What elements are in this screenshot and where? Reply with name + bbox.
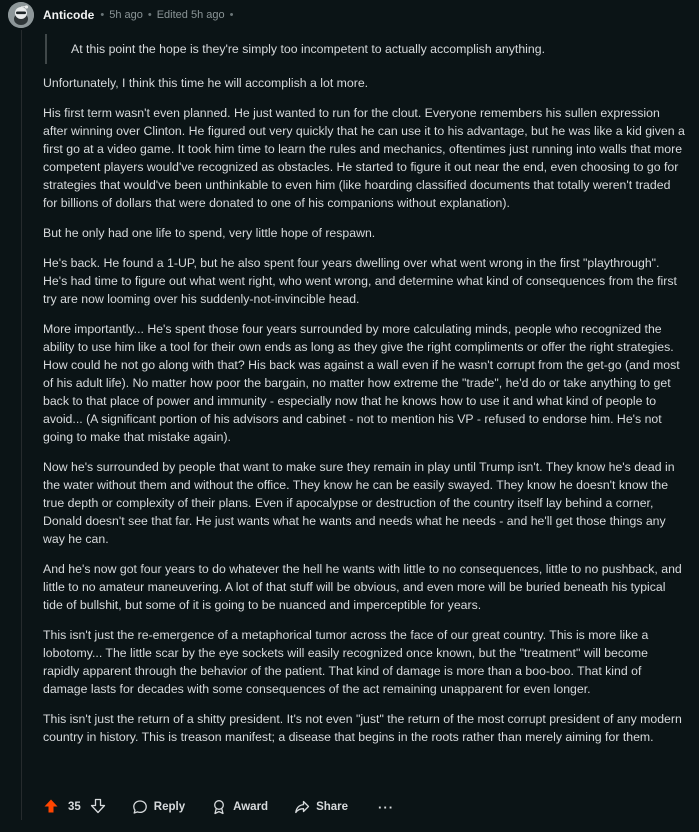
share-arrow-icon — [294, 799, 310, 815]
paragraph: He's back. He found a 1-UP, but he also spent four years dwelling over what went wrong in the first "playthrough". He's had time to figure out what went right, who went wrong, and determine what kind of consequences from the first try are now looming over his suddenly-not-invincible head. — [43, 256, 677, 306]
paragraph: Unfortunately, I think this time he will accomplish a lot more. — [43, 76, 369, 90]
award-button[interactable] — [211, 799, 268, 815]
avatar[interactable] — [8, 2, 34, 28]
upvote-arrow-icon — [43, 798, 59, 814]
meta-separator: • — [147, 9, 152, 21]
speech-bubble-icon — [132, 799, 148, 815]
award-label: Award — [233, 801, 269, 813]
comment-header — [8, 2, 233, 28]
more-options-button[interactable]: ··· — [378, 799, 395, 815]
meta-separator: • — [229, 9, 234, 21]
paragraph: But he only had one life to spend, very little hope of respawn. — [43, 226, 376, 240]
reply-button[interactable] — [132, 799, 185, 815]
edited-time: Edited 5h ago — [156, 9, 225, 21]
blockquote: At this point the hope is they're simply too incompetent to actually accomplish anything. — [45, 34, 685, 64]
upvote-button[interactable] — [43, 798, 59, 817]
paragraph: Now he's surrounded by people that want to make sure they remain in play until Trump isn't. They know he's dead in the water without them and without the office. They know he can be easily swayed. They know he doesn't know the true depth or complexity of their plans. Even if apocalypse or destruction of the country itself lay behind a corner, Donald doesn't see that far. He just wants what he wants and needs what he needs - and he'll get those things any way he can. — [43, 460, 675, 546]
share-label: Share — [316, 801, 349, 813]
award-ribbon-icon — [211, 799, 227, 815]
paragraph: This isn't just the return of a shitty president. It's not even "just" the return of the most corrupt president of any modern country in history. This is treason manifest; a disease that begins in the roots rather than merely aiming for them. — [43, 712, 682, 744]
paragraph: More importantly... He's spent those four years surrounded by more calculating minds, people who recognized the ability to use him like a tool for their own ends as long as they give the right compliments or offer the right strategies. How could he not go along with that? His back was against a wall even if he wasn't corrupt from the get-go (and most of his adult life). No matter how poor the bargain, no matter how extreme the "trade", he'd do or take anything to get back to that place of power and immunity - especially now that he knows how to use it and what kind of people to avoid... (A significant portion of his advisors and cabinet - not to mention his VP - refused to endorse him. He's not going to make that mistake again). — [43, 322, 680, 444]
downvote-arrow-icon — [90, 798, 106, 814]
paragraph: This isn't just the re-emergence of a metaphorical tumor across the face of our great country. This is more like a lobotomy... The little scar by the eye sockets will easily recognized once known, but the "treatment" will become rapidly apparent through the behavior of the patient. That kind of damage is more than a boo-boo. That kind of damage lasts for decades with some consequences of the act remaining unapparent for even longer. — [43, 628, 649, 696]
thread-line[interactable] — [21, 30, 22, 820]
vote-count: 35 — [68, 801, 81, 813]
comment-meta — [100, 9, 233, 21]
downvote-button[interactable] — [90, 798, 106, 817]
action-bar — [43, 796, 394, 818]
meta-separator: • — [100, 9, 105, 21]
paragraph: His first term wasn't even planned. He just wanted to run for the clout. Everyone remembers his sullen expression after winning over Clinton. He figured out very quickly that he can use it to his advantage, but he was like a kid given a first go at a video game. It took him time to learn the rules and mechanics, oftentimes just running into walls that more competent players would've recognized as obstacles. He started to figure it out near the end, even choosing to go for strategies that would've been unthinkable to even him (like hoarding classified documents that totally weren't traded for billions of dollars that were donated to one of his companions without explanation). — [43, 106, 685, 210]
paragraph: And he's now got four years to do whatever the hell he wants with little to no consequences, little to no pushback, and little to no amateur maneuvering. A lot of that stuff will be obvious, and even more will be buried beneath his typical tide of bullshit, but some of it is going to be nuanced and imperceptible for years. — [43, 562, 682, 612]
reply-label: Reply — [153, 801, 186, 813]
avatar-snoo-icon — [8, 2, 34, 28]
vote-group — [43, 798, 106, 817]
share-button[interactable] — [294, 799, 348, 815]
comment-body — [43, 34, 685, 758]
author-name[interactable]: Anticode — [43, 8, 95, 22]
posted-time: 5h ago — [109, 9, 143, 21]
